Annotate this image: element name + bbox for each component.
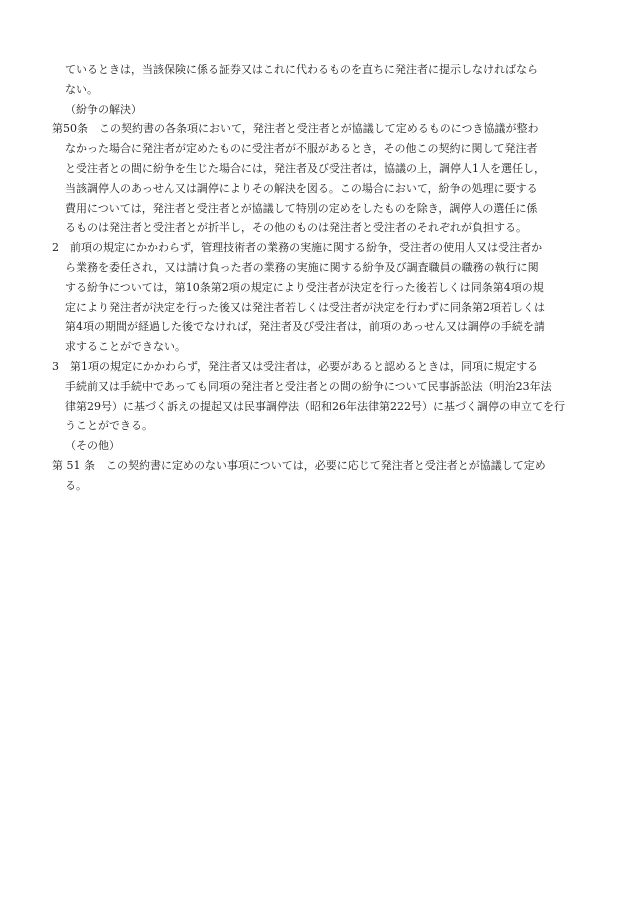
article-50-line: るものは発注者と受注者とが折半し，その他のものは発注者と受注者のそれぞれが負担する。 [65, 221, 527, 235]
article-51-heading: （その他） [65, 439, 120, 453]
paragraph-2-line: する紛争については，第10条第2項の規定により受注者が決定を行った後若しくは同条第4項の規 [65, 280, 544, 294]
paragraph-2-line: 定により発注者が決定を行った後又は発注者若しくは受注者が決定を行わずに同条第2項若しくは [65, 300, 545, 314]
paragraph-3-line: 3 第1項の規定にかかわらず，発注者又は受注者は，必要があると認めるときは，同項に規定する [52, 359, 539, 373]
article-50-line: なかった場合に発注者が定めたものに受注者が不服があるとき，その他この契約に関して発注者 [65, 142, 538, 156]
paragraph-3-line: うことができる。 [65, 419, 153, 433]
continuation-line: ない。 [65, 82, 98, 96]
article-50-line: と受注者との間に紛争を生じた場合には，発注者及び受注者は，協議の上，調停人1人を選任し， [65, 161, 545, 175]
article-50-line: 費用については，発注者と受注者とが協議して特別の定めをしたものを除き，調停人の選任に係 [65, 201, 538, 215]
article-50-heading: （紛争の解決） [65, 102, 142, 116]
paragraph-2-line: 2 前項の規定にかかわらず，管理技術者の業務の実施に関する紛争，受注者の使用人又は受注者か [52, 241, 543, 255]
article-50-line: 第50条 この契約書の各条項において，発注者と受注者とが協議して定めるものにつき協議が整わ [52, 122, 539, 136]
article-51-line: る。 [65, 478, 87, 492]
paragraph-2-line: ら業務を委任され，又は請け負った者の業務の実施に関する紛争及び調査職員の職務の執行に関 [65, 260, 539, 274]
continuation-line: ているときは，当該保険に係る証券又はこれに代わるものを直ちに発注者に提示しなければなら [65, 63, 538, 76]
contract-text [52, 60, 582, 496]
paragraph-2-line: 求することができない。 [65, 340, 186, 354]
paragraph-2-line: 第4項の期間が経過した後でなければ，発注者及び受注者は，前項のあっせん又は調停の手続を請 [65, 320, 545, 334]
article-50-line: 当該調停人のあっせん又は調停によりその解決を図る。この場合において，紛争の処理に要する [65, 181, 538, 195]
paragraph-3-line: 律第29号）に基づく訴えの提起又は民事調停法（昭和26年法律第222号）に基づく調停の申立てを行 [65, 399, 565, 413]
article-51-line: 第 51 条 この契約書に定めのない事項については，必要に応じて発注者と受注者とが協議して定め [52, 458, 546, 472]
paragraph-3-line: 手続前又は手続中であっても同項の発注者と受注者との間の紛争について民事訴訟法（明治23年法 [65, 379, 552, 393]
